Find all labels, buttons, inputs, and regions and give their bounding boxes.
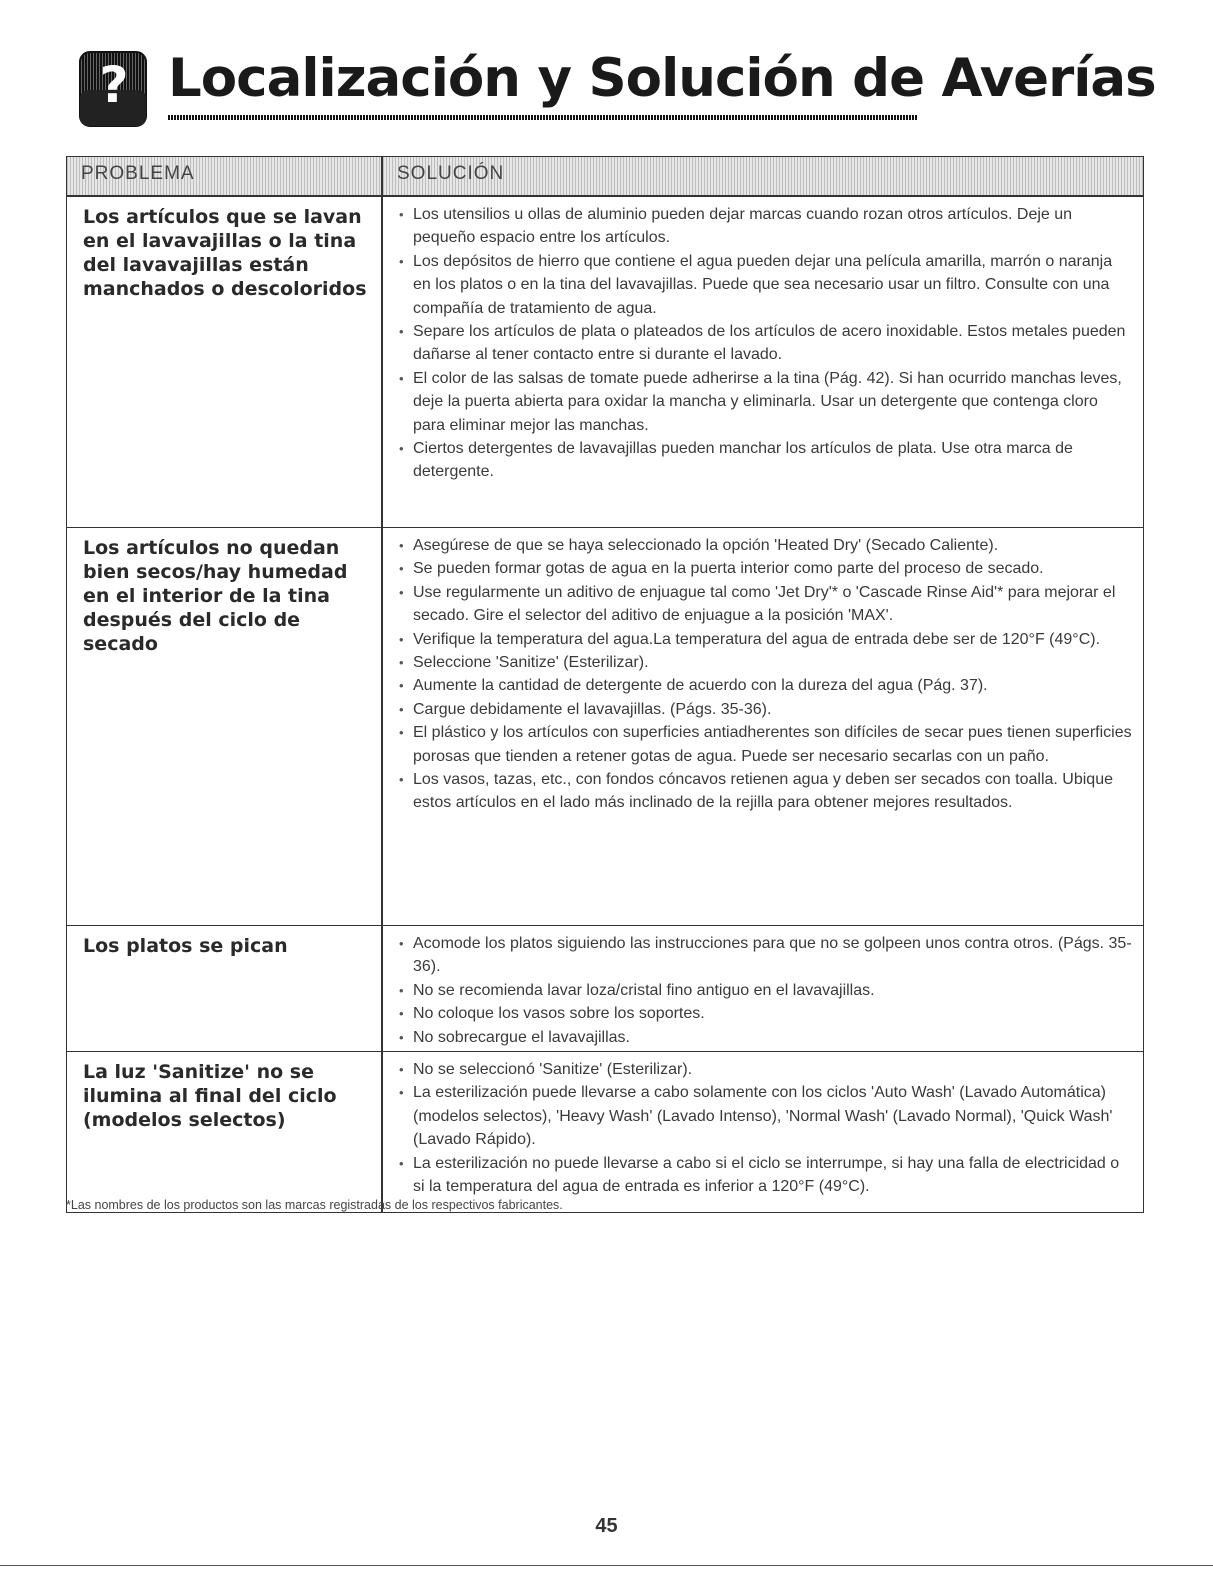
solution-item: • La esterilización puede llevarse a cabo solamente con los ciclos 'Auto Wash' (Lavado Automática) (modelos selectos), 'Heavy Wash' (Lavado Intenso), 'Normal Wash' (Lavado Normal), 'Quick Wash' (Lavado Rápido). [397,1081,1133,1151]
solution-item: • Los vasos, tazas, etc., con fondos cóncavos retienen agua y deben ser secados con toalla. Ubique estos artículos en el lado más inclinado de la rejilla para obtener mejores resultados. [397,768,1133,815]
solution-item: • Los depósitos de hierro que contiene el agua pueden dejar una película amarilla, marrón o naranja en los platos o en la tina del lavavajillas. Puede que sea necesario usar un filtro. Consulte con una compañía de tratamiento de agua. [397,250,1133,320]
solution-item: • Se pueden formar gotas de agua en la puerta interior como parte del proceso de secado. [397,557,1133,580]
solution-item: • Separe los artículos de plata o plateados de los artículos de acero inoxidable. Estos metales pueden dañarse al tener contacto entre si durante el lavado. [397,320,1133,367]
title-underline [168,115,918,120]
bottom-rule [0,1565,1213,1566]
solution-cell [383,926,1143,1051]
table-header [67,157,1143,196]
solution-cell [383,528,1143,925]
solution-item: • Ciertos detergentes de lavavajillas pueden manchar los artículos de plata. Use otra marca de detergente. [397,437,1133,484]
problem-cell: Los artículos no quedan bien secos/hay humedad en el interior de la tina después del ciclo de secado [67,528,383,925]
column-header-problem: PROBLEMA [67,157,383,195]
solution-item: • No se seleccionó 'Sanitize' (Esterilizar). [397,1058,1133,1081]
solution-item: • No sobrecargue el lavavajillas. [397,1026,1133,1049]
solution-item: • Seleccione 'Sanitize' (Esterilizar). [397,651,1133,674]
svg-text:?: ? [99,56,129,114]
solution-item: • Asegúrese de que se haya seleccionado la opción 'Heated Dry' (Secado Caliente). [397,534,1133,557]
solution-item: • Verifique la temperatura del agua.La temperatura del agua de entrada debe ser de 120°F (49°C). [397,628,1133,651]
solution-cell [383,197,1143,527]
solution-list [397,932,1133,1049]
problem-cell: Los platos se pican [67,926,383,1051]
troubleshooting-table [66,156,1144,1213]
solution-list [397,203,1133,484]
table-row [67,1051,1143,1212]
solution-item: • Acomode los platos siguiendo las instrucciones para que no se golpeen unos contra otros. (Págs. 35-36). [397,932,1133,979]
solution-item: • Los utensilios u ollas de aluminio pueden dejar marcas cuando rozan otros artículos. Deje un pequeño espacio entre los artículos. [397,203,1133,250]
solution-item: • No se recomienda lavar loza/cristal fino antiguo en el lavavajillas. [397,979,1133,1002]
page-title: Localización y Solución de Averías [168,48,1156,109]
problem-cell: La luz 'Sanitize' no se ilumina al final del ciclo (modelos selectos) [67,1052,383,1212]
solution-cell [383,1052,1143,1212]
solution-item: • La esterilización no puede llevarse a cabo si el ciclo se interrumpe, si hay una falla de electricidad o si la temperatura del agua de entrada es inferior a 120°F (49°C). [397,1152,1133,1199]
solution-item: • Cargue debidamente el lavavajillas. (Págs. 35-36). [397,698,1133,721]
solution-item: • El color de las salsas de tomate puede adherirse a la tina (Pág. 42). Si han ocurrido manchas leves, deje la puerta abierta para oxidar la mancha y eliminarla. Usar un detergente que contenga cloro para eliminar mejor las manchas. [397,367,1133,437]
solution-item: • Use regularmente un aditivo de enjuague tal como 'Jet Dry'* o 'Cascade Rinse Aid'* para mejorar el secado. Gire el selector del aditivo de enjuague a la posición 'MAX'. [397,581,1133,628]
solution-item: • El plástico y los artículos con superficies antiadherentes son difíciles de secar pues tienen superficies porosas que tienden a retener gotas de agua. Puede ser necesario secarlas con un paño. [397,721,1133,768]
table-row [67,925,1143,1051]
problem-cell: Los artículos que se lavan en el lavavajillas o la tina del lavavajillas están manchados o descoloridos [67,197,383,527]
table-row [67,196,1143,527]
solution-item: • No coloque los vasos sobre los soportes. [397,1002,1133,1025]
page-number: 45 [595,1515,618,1537]
table-row [67,527,1143,925]
page-header [78,40,1156,140]
footnote: *Las nombres de los productos son las marcas registradas de los respectivos fabricantes. [66,1198,563,1212]
question-mark-badge-icon [78,50,150,130]
solution-item: • Aumente la cantidad de detergente de acuerdo con la dureza del agua (Pág. 37). [397,674,1133,697]
solution-list [397,1058,1133,1198]
solution-list [397,534,1133,815]
column-header-solution: SOLUCIÓN [383,157,1143,195]
